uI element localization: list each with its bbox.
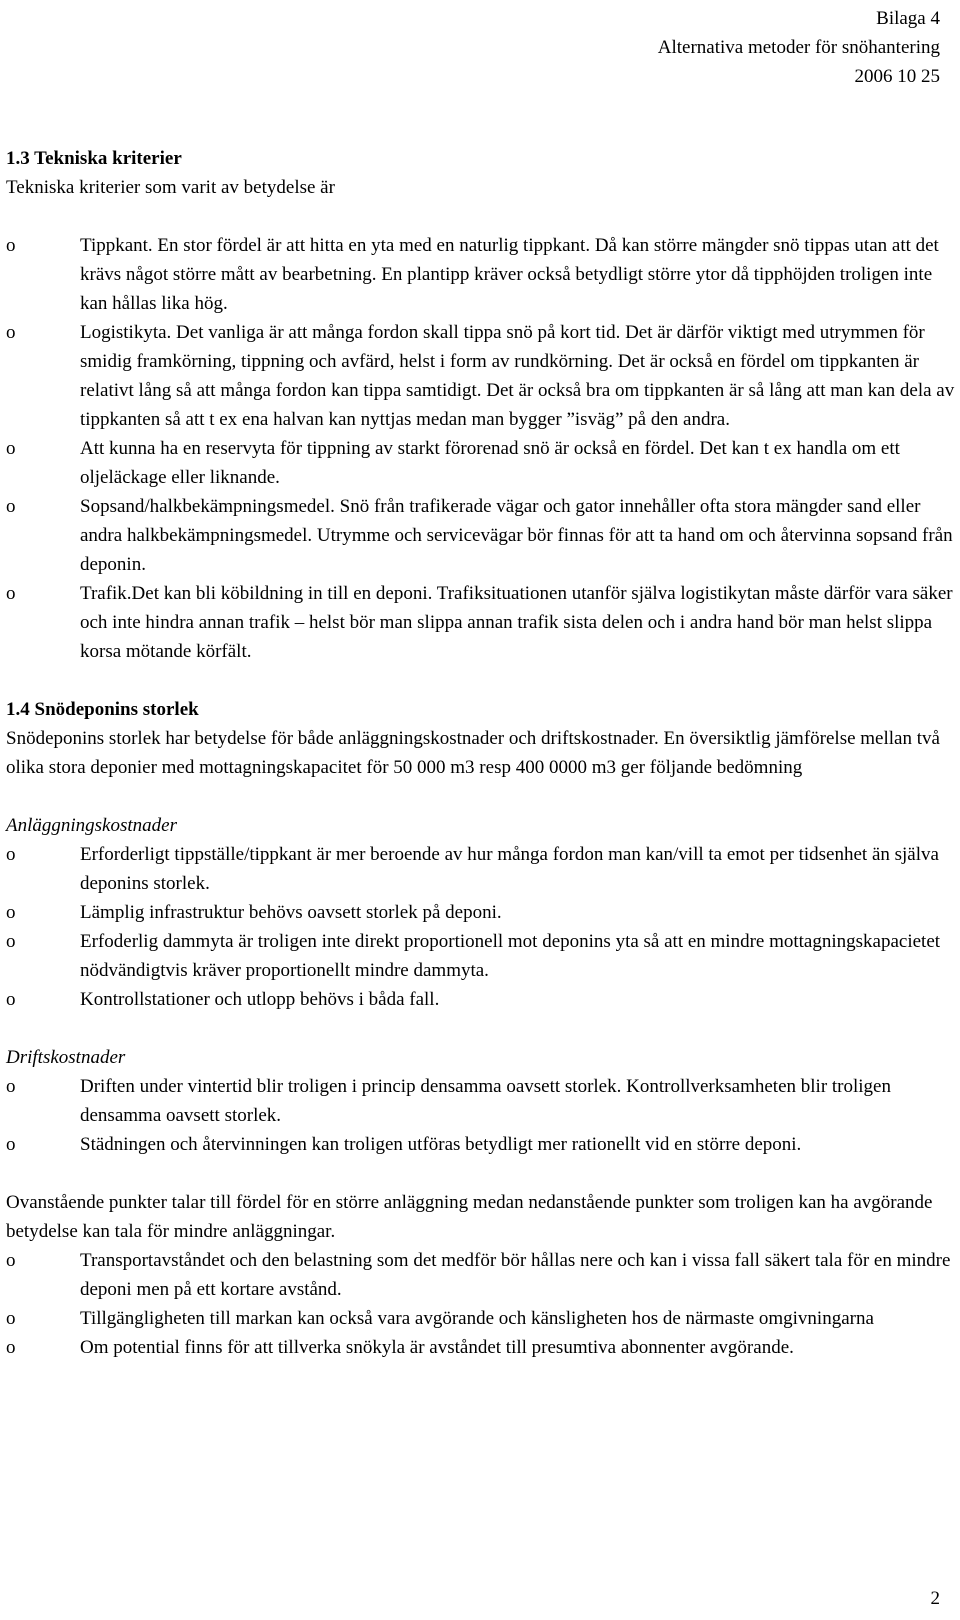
list-item: o Erfoderlig dammyta är troligen inte direkt proportionell mot deponins yta så att en mindre mottagningskapacietet nödvändigtvis kräver proportionellt mindre dammyta. (6, 927, 956, 985)
bullet-marker: o (6, 931, 16, 952)
list-item: o Tillgängligheten till markan kan också vara avgörande och känsligheten hos de närmaste omgivningarna (6, 1304, 956, 1333)
bullet-marker: o (6, 1337, 16, 1358)
list-item: o Att kunna ha en reservyta för tippning av starkt förorenad snö är också en fördel. Det kan t ex handla om ett oljeläckage eller liknande. (6, 434, 956, 492)
bullet-marker: o (6, 989, 16, 1010)
bullet-marker: o (6, 1134, 16, 1155)
bullet-marker: o (6, 902, 16, 923)
section-intro-tekniska-kriterier: Tekniska kriterier som varit av betydelse är (6, 177, 335, 198)
list-item: o Trafik.Det kan bli köbildning in till en deponi. Trafiksituationen utanför själva logistikytan måste därför vara säker och inte hindra annan trafik – helst bör man slippa annan trafik sista delen och i andra hand bör man helst slippa korsa mötande körfält. (6, 579, 956, 666)
document-title: Alternativa metoder för snöhantering (657, 37, 940, 58)
bullet-marker: o (6, 1308, 16, 1329)
list-item: o Sopsand/halkbekämpningsmedel. Snö från trafikerade vägar och gator innehåller ofta stora mängder sand eller andra halkbekämpningsmedel. Utrymme och servicevägar bör finnas för att ta hand om och återvinna sopsand från deponin. (6, 492, 956, 579)
summary-list (6, 1246, 956, 1362)
bullet-marker: o (6, 1076, 16, 1097)
list-item: o Om potential finns för att tillverka snökyla är avståndet till presumtiva abonnenter avgörande. (6, 1333, 956, 1362)
section-title-snodeponins-storlek: 1.4 Snödeponins storlek (6, 699, 199, 720)
list-item: o Driften under vintertid blir troligen i princip densamma oavsett storlek. Kontrollverksamheten blir troligen densamma oavsett storlek. (6, 1072, 956, 1130)
subheading-driftskostnader: Driftskostnader (6, 1047, 126, 1068)
list-item: o Erforderligt tippställe/tippkant är mer beroende av hur många fordon man kan/vill ta emot per tidsenhet än själva deponins storlek. (6, 840, 956, 898)
appendix-label: Bilaga 4 (876, 8, 940, 29)
list-item: o Lämplig infrastruktur behövs oavsett storlek på deponi. (6, 898, 956, 927)
summary-paragraph: Ovanstående punkter talar till fördel för en större anläggning medan nedanstående punkter som troligen kan ha avgörande betydelse kan tala för mindre anläggningar. (6, 1192, 933, 1242)
list-item: o Tippkant. En stor fördel är att hitta en yta med en naturlig tippkant. Då kan större mängder snö tippas utan att det krävs något större mått av bearbetning. En plantipp kräver också betydligt större ytor då tipphöjden troligen inte kan hållas lika hög. (6, 231, 956, 318)
bullet-marker: o (6, 235, 16, 256)
list-item: o Städningen och återvinningen kan troligen utföras betydligt mer rationellt vid en större deponi. (6, 1130, 956, 1159)
tekniska-kriterier-list (6, 231, 956, 666)
list-item: o Kontrollstationer och utlopp behövs i båda fall. (6, 985, 956, 1014)
bullet-marker: o (6, 583, 16, 604)
document-body (6, 144, 956, 1362)
bullet-marker: o (6, 1250, 16, 1271)
bullet-marker: o (6, 438, 16, 459)
subheading-anlaggningskostnader: Anläggningskostnader (6, 815, 177, 836)
list-item: o Logistikyta. Det vanliga är att många fordon skall tippa snö på kort tid. Det är därför viktigt med utrymmen för smidig framkörning, tippning och avfärd, helst i form av rundkörning. Det är också en fördel om tippkanten är relativt lång så att många fordon kan tippa samtidigt. Det är också bra om tippkanten är så lång att man kan dela av tippkanten så att t ex ena halvan kan nyttjas medan man bygger ”isväg” på den andra. (6, 318, 956, 434)
bullet-marker: o (6, 496, 16, 517)
anlaggningskostnader-list (6, 840, 956, 1014)
bullet-marker: o (6, 844, 16, 865)
driftskostnader-list (6, 1072, 956, 1159)
page-header (658, 4, 940, 91)
list-item: o Transportavståndet och den belastning som det medför bör hållas nere och kan i vissa fall säkert tala för en mindre deponi men på ett kortare avstånd. (6, 1246, 956, 1304)
bullet-marker: o (6, 322, 16, 343)
section-intro-snodeponins-storlek: Snödeponins storlek har betydelse för både anläggningskostnader och driftskostnader. En översiktlig jämförelse mellan två olika stora deponier med mottagningskapacitet för 50 000 m3 resp 400 0000 m3 ger följande bedömning (6, 728, 940, 778)
document-date: 2006 10 25 (854, 66, 940, 87)
page-number: 2 (930, 1588, 940, 1609)
section-title-tekniska-kriterier: 1.3 Tekniska kriterier (6, 148, 182, 169)
